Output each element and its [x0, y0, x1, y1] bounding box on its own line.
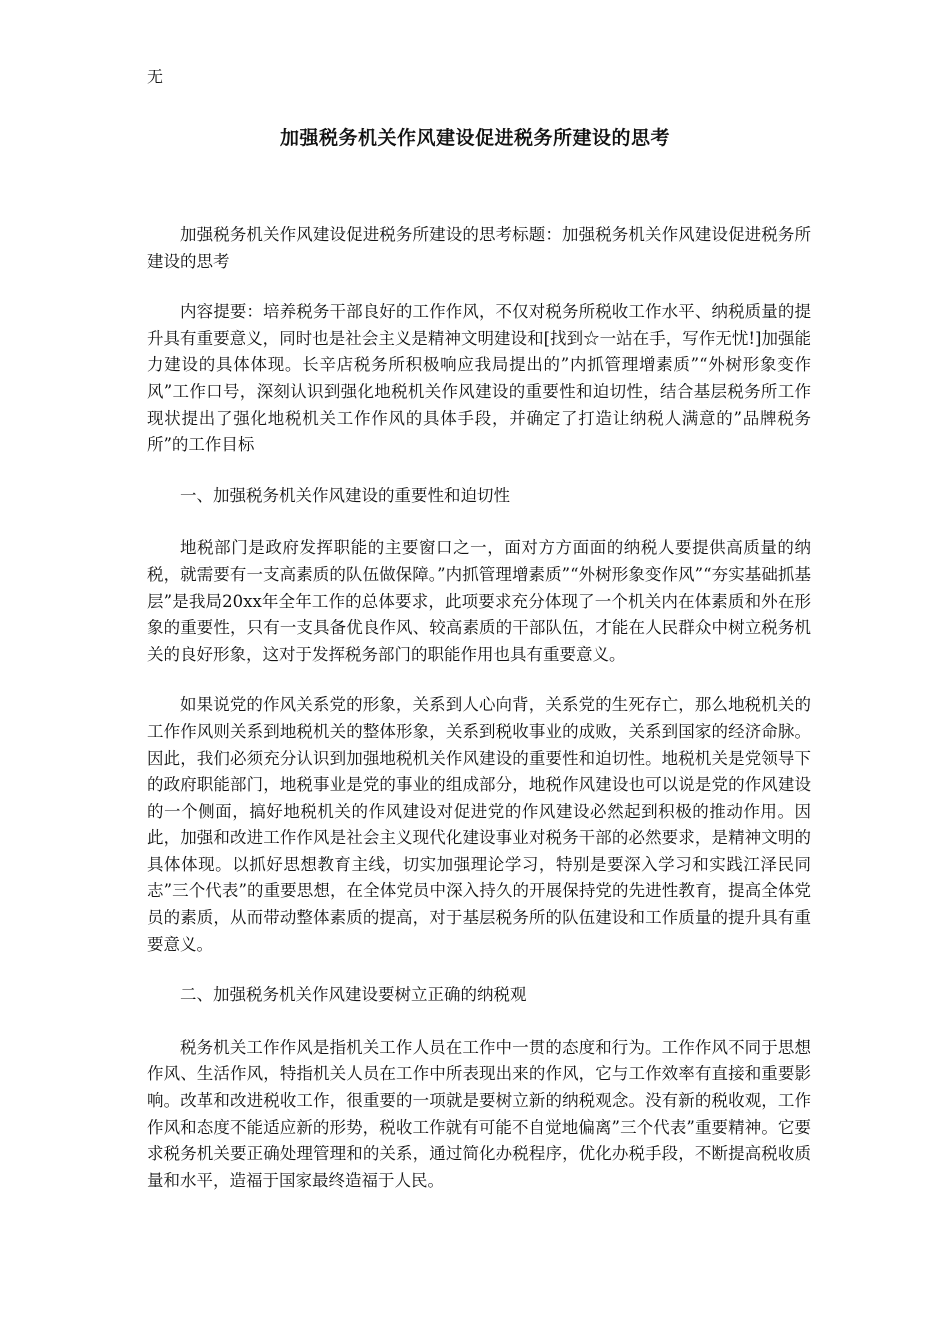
body-paragraph: 如果说党的作风关系党的形象，关系到人心向背，关系党的生死存亡，那么地税机关的工作作风则关系到地税机关的整体形象，关系到税收事业的成败，关系到国家的经济命脉。因此，我们必须充分认识到加强地税机关作风建设的重要性和迫切性。地税机关是党领导下的政府职能部门，地税事业是党的事业的组成部分，地税作风建设也可以说是党的作风建设的一个侧面，搞好地税机关的作风建设对促进党的作风建设必然起到积极的推动作用。因此，加强和改进工作作风是社会主义现代化建设事业对税务干部的必然要求，是精神文明的具体体现。以抓好思想教育主线，切实加强理论学习，特别是要深入学习和实践江泽民同志”三个代表”的重要思想，在全体党员中深入持久的开展保持党的先进性教育，提高全体党员的素质，从而带动整体素质的提高，对于基层税务所的队伍建设和工作质量的提升具有重要意义。	[147, 695, 811, 954]
body-paragraph: 税务机关工作作风是指机关工作人员在工作中一贯的态度和行为。工作作风不同于思想作风、生活作风，特指机关人员在工作中所表现出来的作风，它与工作效率有直接和重要影响。改革和改进税收工作，很重要的一项就是要树立新的纳税观念。没有新的税收观，工作作风和态度不能适应新的形势，税收工作就有可能不自觉地偏离”三个代表”重要精神。它要求税务机关要正确处理管理和的关系，通过简化办税程序，优化办税手段，不断提高税收质量和水平，造福于国家最终造福于人民。	[147, 1037, 811, 1190]
header-mark: 无	[147, 67, 164, 86]
abstract-paragraph: 内容提要：培养税务干部良好的工作作风，不仅对税务所税收工作水平、纳税质量的提升具有重要意义，同时也是社会主义是精神文明建设和[找到☆一站在手，写作无忧!]加强能力建设的具体体现。长辛店税务所积极响应我局提出的”内抓管理增素质”“外树形象变作风”工作口号，深刻认识到强化地税机关作风建设的重要性和迫切性，结合基层税务所工作现状提出了强化地税机关工作作风的具体手段，并确定了打造让纳税人满意的”品牌税务所”的工作目标	[147, 302, 811, 455]
title-line-paragraph: 加强税务机关作风建设促进税务所建设的思考标题：加强税务机关作风建设促进税务所建设的思考	[147, 225, 811, 271]
document-title: 加强税务机关作风建设促进税务所建设的思考	[279, 127, 670, 149]
section-heading-1: 一、加强税务机关作风建设的重要性和迫切性	[180, 485, 510, 505]
body-paragraph: 地税部门是政府发挥职能的主要窗口之一，面对方方面面的纳税人要提供高质量的纳税，就需要有一支高素质的队伍做保障。”内抓管理增素质”“外树形象变作风”“夯实基础抓基层”是我局20xx年全年工作的总体要求，此项要求充分体现了一个机关内在体素质和外在形象的重要性，只有一支具备优良作风、较高素质的干部队伍，才能在人民群众中树立税务机关的良好形象，这对于发挥税务部门的职能作用也具有重要意义。	[147, 538, 811, 664]
document-body	[147, 222, 811, 1218]
section-heading-2: 二、加强税务机关作风建设要树立正确的纳税观	[180, 985, 527, 1005]
